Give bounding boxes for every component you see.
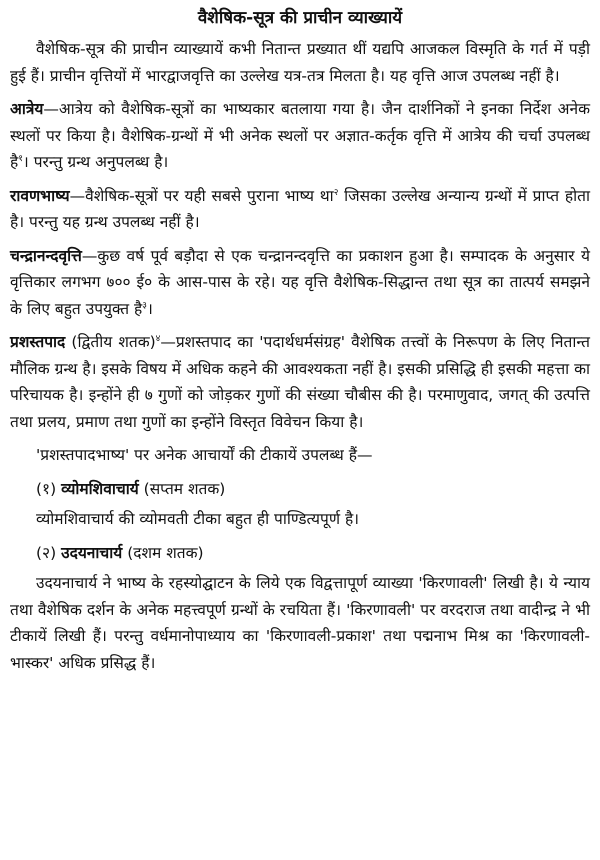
atreya-paragraph [10, 96, 590, 176]
prashastapada-text: —प्रशस्तपाद का 'पदार्थधर्मसंग्रह' वैशेषिक तत्त्वों के निरूपण के लिए नितान्त मौलिक ग्रन्थ है। इसके विषय में अधिक कहने की आवश्यकता नहीं है। इसकी प्रसिद्धि ही इसकी महत्ता का परिचायक है। इन्होंने ही ७ गुणों को जोड़कर गुणों की संख्या चौबीस की है। परमाणुवाद, जगत् की उत्पत्ति तथा प्रलय, प्रमाण तथा गुणों का इन्होंने विस्तृत विवेचन किया है। [10, 333, 591, 431]
chandrananda-paragraph [10, 243, 590, 323]
udayana-heading-line [10, 540, 590, 567]
chandrananda-heading: चन्द्रानन्दवृत्ति [10, 246, 82, 265]
commentaries-intro: 'प्रशस्तपादभाष्य' पर अनेक आचार्यों की टीकायें उपलब्ध हैं— [36, 446, 373, 464]
prashastapada-heading: प्रशस्तपाद [10, 333, 66, 351]
vyomashiva-heading-line [10, 476, 590, 503]
vyomashiva-number: (१) [36, 479, 57, 498]
udayana-text: उदयनाचार्य ने भाष्य के रहस्योद्घाटन के लिये एक विद्वत्तापूर्ण व्याख्या 'किरणावली' लिखी है। ये न्याय तथा वैशेषिक दर्शन के अनेक महत्त्वपूर्ण ग्रन्थों के रचयिता हैं। 'किरणावली' पर वरदराज तथा वादीन्द्र ने भी टीकायें लिखी हैं। परन्तु वर्धमानोपाध्याय का 'किरणावली-प्रकाश' तथा पद्मनाभ मिश्र का 'किरणावली-भास्कर' अधिक प्रसिद्ध हैं। [10, 574, 590, 672]
udayana-number: (२) [36, 543, 57, 562]
footnote-marker-3: ३ [142, 300, 147, 311]
ravana-heading: रावणभाष्य [10, 186, 70, 205]
atreya-text-b: । परन्तु ग्रन्थ अनुपलब्ध है। [22, 153, 169, 171]
chandrananda-text-a: —कुछ वर्ष पूर्व बड़ौदा से एक चन्द्रानन्दवृत्ति का प्रकाशन हुआ है। सम्पादक के अनुसार ये वृत्तिकार लगभग ७०० ई० के आस-पास के रहे। यह वृत्ति वैशेषिक-सिद्धान्त तथा सूत्र का तात्पर्य समझने के लिए बहुत उपयुक्त है [10, 246, 590, 318]
vyomashiva-heading: व्योमशिवाचार्य [61, 479, 139, 498]
udayana-period: (दशम शतक) [127, 543, 204, 562]
ravana-text-b: जिसका उल्लेख अन्यान्य ग्रन्थों में प्राप्त होता है। परन्तु यह ग्रन्थ उपलब्ध नहीं है। [10, 186, 590, 231]
ravana-paragraph [10, 183, 590, 236]
atreya-text-a: —आत्रेय को वैशेषिक-सूत्रों का भाष्यकार बतलाया गया है। जैन दार्शनिकों ने इनका निर्देश अनेक स्थलों पर किया है। वैशेषिक-ग्रन्थों में भी अनेक स्थलों पर अज्ञात-कर्तृक वृत्ति में आत्रेय की चर्चा उपलब्ध है [10, 100, 590, 171]
footnote-marker-4: ४ [155, 333, 161, 344]
udayana-heading: उदयनाचार्य [61, 543, 123, 562]
footnote-marker-2: २ [333, 187, 339, 198]
prashastapada-period: (द्वितीय शतक) [65, 333, 156, 351]
atreya-heading: आत्रेय [10, 100, 44, 118]
chandrananda-text-b: । [146, 299, 153, 318]
vyomashiva-period: (सप्तम शतक) [143, 479, 226, 498]
vyomashiva-text: व्योमशिवाचार्य की व्योमवती टीका बहुत ही पाण्डित्यपूर्ण है। [36, 510, 360, 528]
intro-paragraph: वैशेषिक-सूत्र की प्राचीन व्याख्यायें कभी नितान्त प्रख्यात थीं यद्यपि आजकल विस्मृति के गर्त में पड़ी हुई हैं। प्राचीन वृत्तियों में भारद्वाजवृत्ति का उल्लेख यत्र-तत्र मिलता है। यह वृत्ति आज उपलब्ध नहीं है। [10, 40, 590, 85]
prashastapada-paragraph [10, 329, 590, 435]
ravana-text-a: —वैशेषिक-सूत्रों पर यही सबसे पुराना भाष्य था [69, 186, 334, 205]
page-title: वैशेषिक-सूत्र की प्राचीन व्याख्यायें [197, 8, 403, 28]
footnote-marker-1: १ [18, 153, 23, 164]
